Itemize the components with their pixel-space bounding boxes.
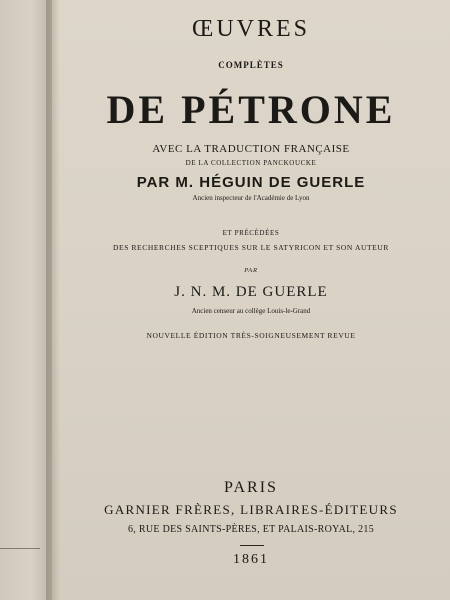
publication-year: 1861 — [233, 552, 269, 567]
facing-page-line — [0, 548, 40, 549]
divider-rule — [240, 545, 264, 546]
publisher-address: 6, RUE DES SAINTS-PÈRES, ET PALAIS-ROYAL, 215 — [127, 524, 375, 535]
research-line: DES RECHERCHES SCEPTIQUES SUR LE SATYRICON ET SON AUTEUR — [113, 243, 389, 252]
translator-note: Ancien inspecteur de l'Académie de Lyon — [192, 194, 310, 202]
translation-line: AVEC LA TRADUCTION FRANÇAISE — [152, 143, 350, 155]
author-name: J. N. M. DE GUERLE — [174, 284, 328, 300]
oeuvres-heading: ŒUVRES — [191, 16, 311, 42]
city: PARIS — [224, 479, 278, 496]
edition-line: NOUVELLE ÉDITION TRÈS-SOIGNEUSEMENT REVUE — [146, 331, 356, 340]
spine-shadow — [46, 0, 60, 600]
author-note: Ancien censeur au collège Louis-le-Grand — [191, 307, 311, 315]
title-page — [52, 0, 450, 600]
collection-line: DE LA COLLECTION PANCKOUCKE — [185, 159, 317, 167]
by-line: PAR — [244, 267, 258, 274]
completes-subheading: COMPLÈTES — [218, 60, 284, 70]
translator-name: PAR M. HÉGUIN DE GUERLE — [136, 174, 366, 191]
preceded-line: ET PRÉCÉDÉES — [222, 229, 280, 237]
book-title: DE PÉTRONE — [106, 87, 396, 132]
publisher: GARNIER FRÈRES, LIBRAIRES-ÉDITEURS — [104, 502, 398, 517]
facing-page — [0, 0, 52, 600]
